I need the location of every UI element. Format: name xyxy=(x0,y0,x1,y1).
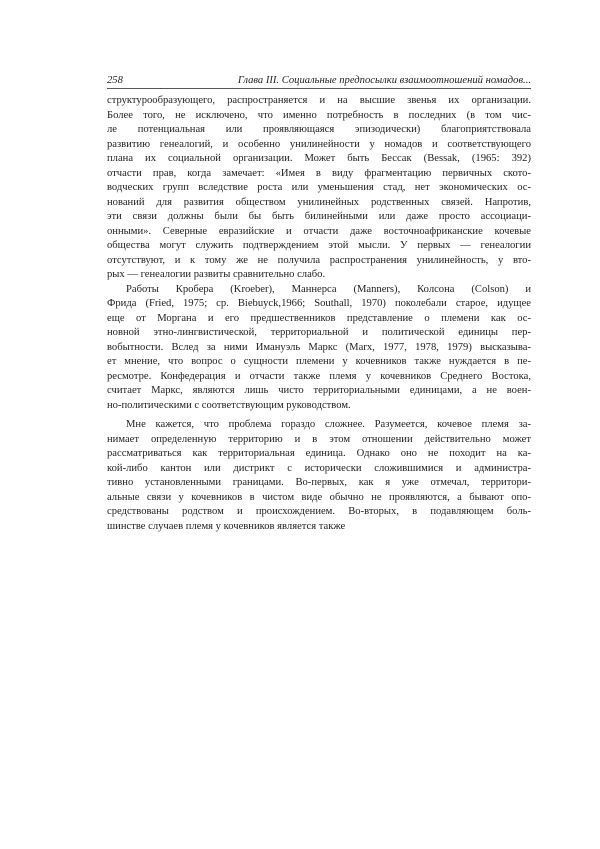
text-line: рассматриваться как территориальная единица. Однако оно не походит на ка- xyxy=(107,448,531,459)
text-line: общества могут служить подтверждением этой мысли. У первых — генеалогии xyxy=(107,240,531,251)
running-title: Глава III. Социальные предпосылки взаимоотношений номадов... xyxy=(237,75,531,86)
page-header xyxy=(107,74,531,88)
text-line: Мне кажется, что проблема гораздо сложнее. Разумеется, кочевое племя за- xyxy=(126,419,531,430)
text-line: еще от Моргана и его предшественников представление о племени как ос- xyxy=(107,312,531,324)
text-line: Фрида (Fried, 1975; cp. Biebuyck,1966; Southall, 1970) поколебали старое, идущее xyxy=(107,298,531,309)
text-line: эти связи должны были бы быть билинейными или даже просто ассоциаци- xyxy=(107,211,531,222)
text-line: рых — генеалогии развиты сравнительно слабо. xyxy=(107,269,326,280)
text-line: шинстве случаев племя у кочевников является также xyxy=(107,520,346,532)
paragraph-2 xyxy=(107,283,531,414)
text-line: структурообразующего, распространяется и на высшие звенья их организации. xyxy=(107,95,531,106)
text-line: но-политическими с соответствующим руководством. xyxy=(107,399,351,411)
text-line: нимает определенную территорию и в этом отношении действительно может xyxy=(107,433,531,445)
text-line: ле потенциальная или проявляющаяся эпизодически) благоприятствовала xyxy=(107,124,531,135)
paragraph-1 xyxy=(107,94,531,283)
text-line: средствованы родством и происхождением. Во-вторых, в подавляющем боль- xyxy=(107,506,531,517)
text-line: плана их социальной организации. Может быть Бессак (Bessak, (1965: 392) xyxy=(107,153,531,164)
text-line: считает Маркс, являются лишь чисто территориальными единицами, а не воен- xyxy=(107,385,531,396)
text-line: Более того, не исключено, что именно потребность в последних (в том чис- xyxy=(107,109,531,121)
text-line: отсутствуют, и к тому же не получила распространения унилинейность, у вто- xyxy=(107,254,531,266)
text-line: водческих групп вследствие роста или уменьшения стад, нет экономических ос- xyxy=(107,182,531,193)
text-line: альные связи у кочевников в чистом виде обычно не проявляются, а бывают опо- xyxy=(107,491,531,503)
body-text xyxy=(107,94,531,534)
page-number: 258 xyxy=(107,75,123,86)
text-line: вобытности. Вслед за ними Имануэль Маркс (Marx, 1977, 1978, 1979) высказыва- xyxy=(107,341,531,353)
text-line: нований для развития обществом унилинейных родственных связей. Напротив, xyxy=(107,196,531,208)
text-line: онными». Северные евразийские и отчасти даже восточноафриканские кочевые xyxy=(107,225,531,237)
text-line: ресмотре. Конфедерация и отчасти также племя у кочевников Среднего Востока, xyxy=(107,370,531,382)
text-line: ет мнение, что вопрос о сущности племени у кочевников также нуждается в пе- xyxy=(107,356,531,367)
paragraph-3 xyxy=(107,418,531,534)
text-line: развитию генеалогий, и особенно унилинейности у номадов и соответствующего xyxy=(107,138,531,150)
text-line: тивно установленными границами. Во-первых, как я уже отмечал, территори- xyxy=(107,477,531,488)
text-line: отчасти прав, когда замечает: «Имея в виду фрагментацию первичных ското- xyxy=(107,167,531,179)
text-line: Работы Кробера (Kroeber), Маннерса (Manners), Колсона (Colson) и xyxy=(126,283,531,295)
header-rule xyxy=(107,88,531,89)
text-line: новной этно-лингвистической, территориальной и политической единицы пер- xyxy=(107,327,531,338)
text-line: кой-либо кантон или дистрикт с исторически сложившимися и администра- xyxy=(107,462,531,474)
